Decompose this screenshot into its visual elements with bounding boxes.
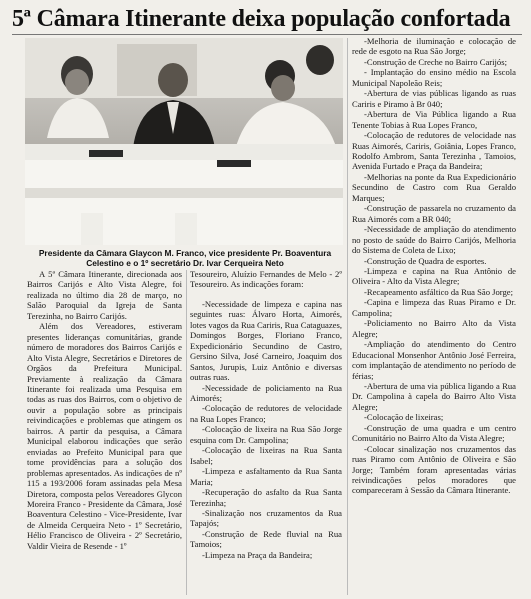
list-item: -Limpeza e capina na Rua Antônio de Oliveira - Alto da Vista Alegre; [352,265,516,287]
list-item: -Colocação de lixeiras na Rua Santa Isabel; [190,445,342,466]
list-item: -Necessidade de limpeza e capina nas seguintes ruas: Álvaro Horta, Aimorés, lotes vagos da Rua Cariris, Rua Cataguazes, Domingos Borges, Floriano Franco, Expedicionário Secundino de Castro, Gersino Silva, José Carneiro, Joaquim dos Santos, Jurupis, Luiz Antônio e diversas outras ruas. [190,298,342,383]
list-item: -Recapeamento asfáltico da Rua São Jorge; [364,286,513,297]
paragraph: Além dos Vereadores, estiveram presentes lideranças comunitárias, grande número de moradores dos Bairros Carijós e Alto Vista Alegre, Secretários e Diretores de Orgãos da Prefeitura Municipal. Previamente à realização da Câmara Itinerante foi realizada uma Pesquisa em todas as ruas dos Bairros, com o objetivo de ouvir a população sobre as principais reivindicações e problemas que atingem os bairros. A partir da pesquisa, a Câmara Municipal elaborou indicações que serão enviadas ao Prefeito Municipal para que tome providências para a solução dos problemas apresentados. As indicações de nº 115 a 193/2006 foram assinadas pela Mesa Diretora, composta pelos Vereadores Glycon Moreira Franco - Presidente da Câmara, José Boaventura Celestino - Vice-Presidente, Ivar de Almeida Cerqueira Neto - 1º Secretário, Hélio Francisco de Oliveira - 2º Secretário, Valdir Vieira de Resende - 1º [27,321,182,551]
list-item: -Recuperação do asfalto da Rua Santa Terezinha; [190,487,342,508]
list-item: -Colocação de lixeira na Rua São Jorge esquina com Dr. Campolina; [190,424,342,445]
paragraph: A 5ª Câmara Itinerante, direcionada aos Bairros Carijós e Alto Vista Alegre, foi realizada no último dia 28 de março, no Salão Paroquial da Igreja de Santa Terezinha, no Bairro Carijós. [27,269,182,321]
list-item: -Melhoria de iluminação e colocação de rede de esgoto na Rua São Jorge; [352,36,516,57]
list-item: -Colocar sinalização nos cruzamentos das ruas Piramo com Antônio de Oliveira e São Jorge; Também foram apresentadas várias reivindicações pelos moradores que compareceram à Sessão da Câmara Itinerante. [352,443,516,496]
column-divider [347,38,348,595]
list-item: -Melhorias na ponte da Rua Expedicionário Secundino de Castro com Rua Geraldo Marques; [352,171,516,203]
article-column-1 [27,269,182,551]
list-item: -Construção de Rede fluvial na Rua Tamoios; [190,528,342,550]
photo-caption: Presidente da Câmara Glaycon M. Franco, vice presidente Pr. Boaventura Celestino e o 1º secretário Dr. Ivar Cerqueira Neto [38,248,332,268]
article-column-2 [190,269,342,560]
article-column-3 [352,36,516,496]
list-item: -Construção de Quadra de esportes. [364,255,487,266]
list-item: -Colocação de redutores de velocidade nas Ruas Aimorés, Cariris, Goiânia, Lopes Franco, Rodolfo Ambrom, Santa Terezinha , Tamoios, Avenida Furtado e Praça da Bandeira; [352,130,516,172]
list-item: -Sinalização nos cruzamentos da Rua Tapajós; [190,507,342,529]
headline-rule [12,34,522,35]
list-item: -Necessidade de policiamento na Rua Aimorés; [190,382,342,403]
list-item: -Construção de uma quadra e um centro Comunitário no Bairro Alto da Vista Alegre; [352,422,516,444]
list-item: -Colocação de lixeiras; [364,412,444,423]
list-item: -Policiamento no Bairro Alto da Vista Alegre; [352,318,516,339]
headline: 5ª Câmara Itinerante deixa população confortada [12,6,511,32]
list-item: -Abertura de uma via pública ligando a Rua Dr. Campolina à capela do Bairro Alto Vista Alegre; [352,380,516,412]
list-item: -Abertura de vias públicas ligando as ruas Cariris e Piramo à Br 040; [352,88,516,109]
list-item: -Capina e limpeza das Ruas Piramo e Dr. Campolina; [352,297,516,318]
list-item: - Implantação do ensino médio na Escola Municipal Napoleão Reis; [352,67,516,88]
list-item: -Ampliação do atendimento do Centro Educacional Monsenhor Antônio José Ferreira, com implantação de atendimento no período de férias; [352,339,516,381]
council-photo [25,38,343,245]
list-item: -Construção de Creche no Bairro Carijós; [364,56,507,67]
list-item: -Colocação de redutores de velocidade na Rua Lopes Franco; [190,403,342,424]
list-item: -Abertura de Via Pública ligando a Rua Tenente Tobias à Rua Lopes Franco, [352,109,516,130]
council-photo-graphic [25,38,343,245]
column-divider [186,270,187,595]
list-item: -Necessidade de ampliação do atendimento no posto de saúde do Bairro Carijós, Melhoria do Sistema de Coleta de Lixo; [352,224,516,256]
list-item: -Construção de passarela no cruzamento da Rua Aimorés com a BR 040; [352,203,516,224]
paragraph: Tesoureiro, Aluízio Fernandes de Melo - 2º Tesoureiro. As indicações foram: [190,269,342,290]
list-item: -Limpeza na Praça da Bandeira; [202,549,313,560]
list-item: -Limpeza e asfaltamento da Rua Santa Maria; [190,466,342,487]
